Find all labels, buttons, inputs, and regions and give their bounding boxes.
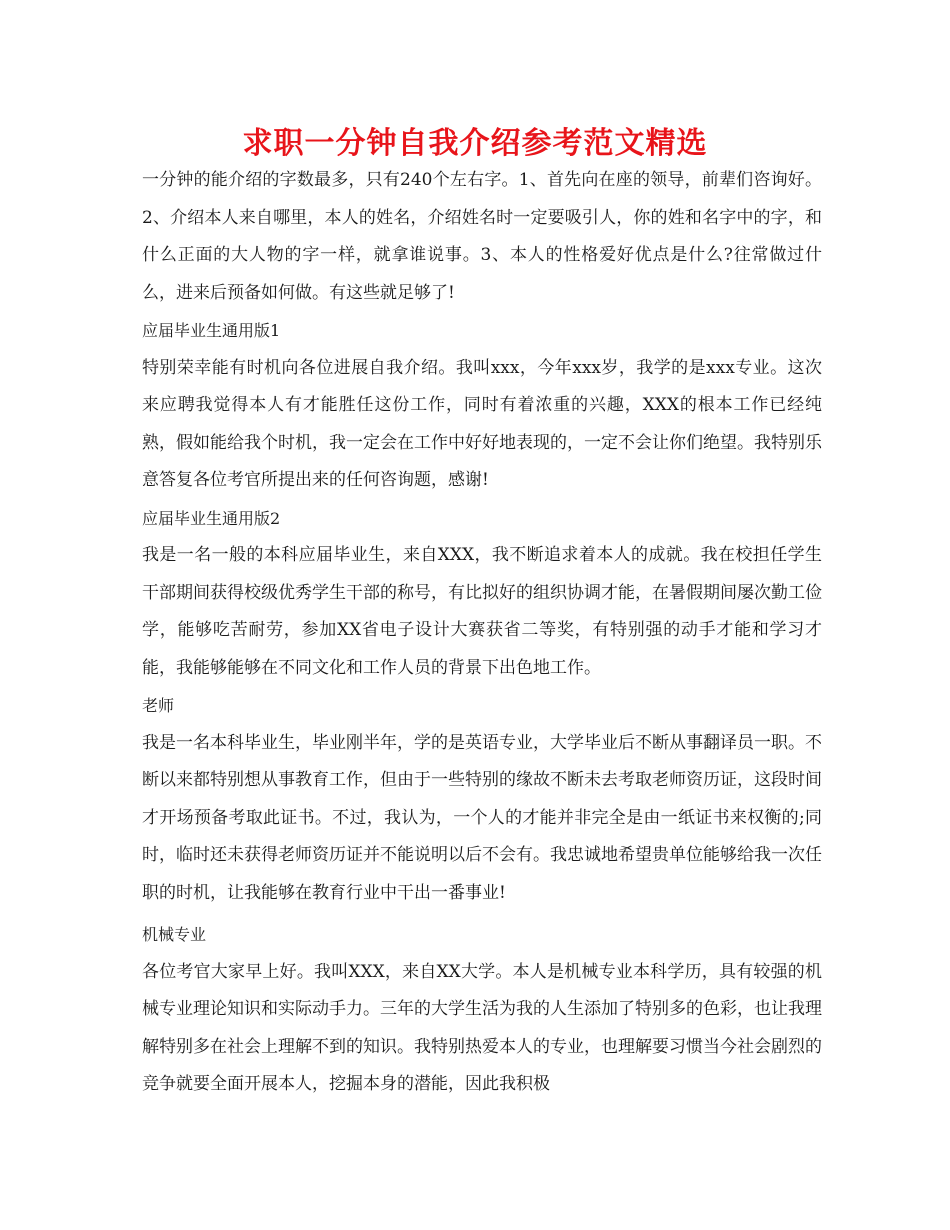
graduate-2-paragraph: 我是一名一般的本科应届毕业生，来自XXX，我不断追求着本人的成就。我在校担任学生干部期间获得校级优秀学生干部的称号，有比拟好的组织协调才能，在暑假期间屡次勤工俭学，能够吃苦耐劳，参加XX省电子设计大赛获省二等奖，有特别强的动手才能和学习才能，我能够能够在不同文化和工作人员的背景下出色地工作。 <box>142 545 822 678</box>
mechanical-paragraph: 各位考官大家早上好。我叫XXX，来自XX大学。本人是机械专业本科学历，具有较强的机械专业理论知识和实际动手力。三年的大学生活为我的人生添加了特别多的色彩，也让我理解特别多在社会上理解不到的知识。我特别热爱本人的专业，也理解要习惯当今社会剧烈的竞争就要全面开展本人，挖掘本身的潜能，因此我积极 <box>142 961 822 1094</box>
section-heading-mechanical: 机械专业 <box>142 925 207 944</box>
document-title: 求职一分钟自我介绍参考范文精选 <box>242 126 708 161</box>
document-body <box>142 162 822 1104</box>
section-heading-graduate-2: 应届毕业生通用版2 <box>142 508 281 528</box>
section-heading-teacher: 老师 <box>142 696 175 715</box>
teacher-paragraph: 我是一名本科毕业生，毕业刚半年，学的是英语专业，大学毕业后不断从事翻译员一职。不断以来都特别想从事教育工作，但由于一些特别的缘故不断未去考取老师资历证，这段时间才开场预备考取此证书。不过，我认为，一个人的才能并非完全是由一纸证书来权衡的;同时，临时还未获得老师资历证并不能说明以后不会有。我忠诚地希望贵单位能够给我一次任职的时机，让我能够在教育行业中干出一番事业! <box>142 732 822 903</box>
section-heading-graduate-1: 应届毕业生通用版1 <box>142 321 281 340</box>
intro-paragraph: 一分钟的能介绍的字数最多，只有240个左右字。1、首先向在座的领导，前辈们咨询好。2、介绍本人来自哪里，本人的姓名，介绍姓名时一定要吸引人，你的姓和名字中的字，和什么正面的大人物的字一样，就拿谁说事。3、本人的性格爱好优点是什么?往常做过什么，进来后预备如何做。有这些就足够了! <box>142 170 822 303</box>
graduate-1-paragraph: 特别荣幸能有时机向各位进展自我介绍。我叫xxx，今年xxx岁，我学的是xxx专业。这次来应聘我觉得本人有才能胜任这份工作，同时有着浓重的兴趣，XXX的根本工作已经纯熟，假如能给我个时机，我一定会在工作中好好地表现的，一定不会让你们绝望。我特别乐意答复各位考官所提出来的任何咨询题，感谢! <box>142 357 822 490</box>
